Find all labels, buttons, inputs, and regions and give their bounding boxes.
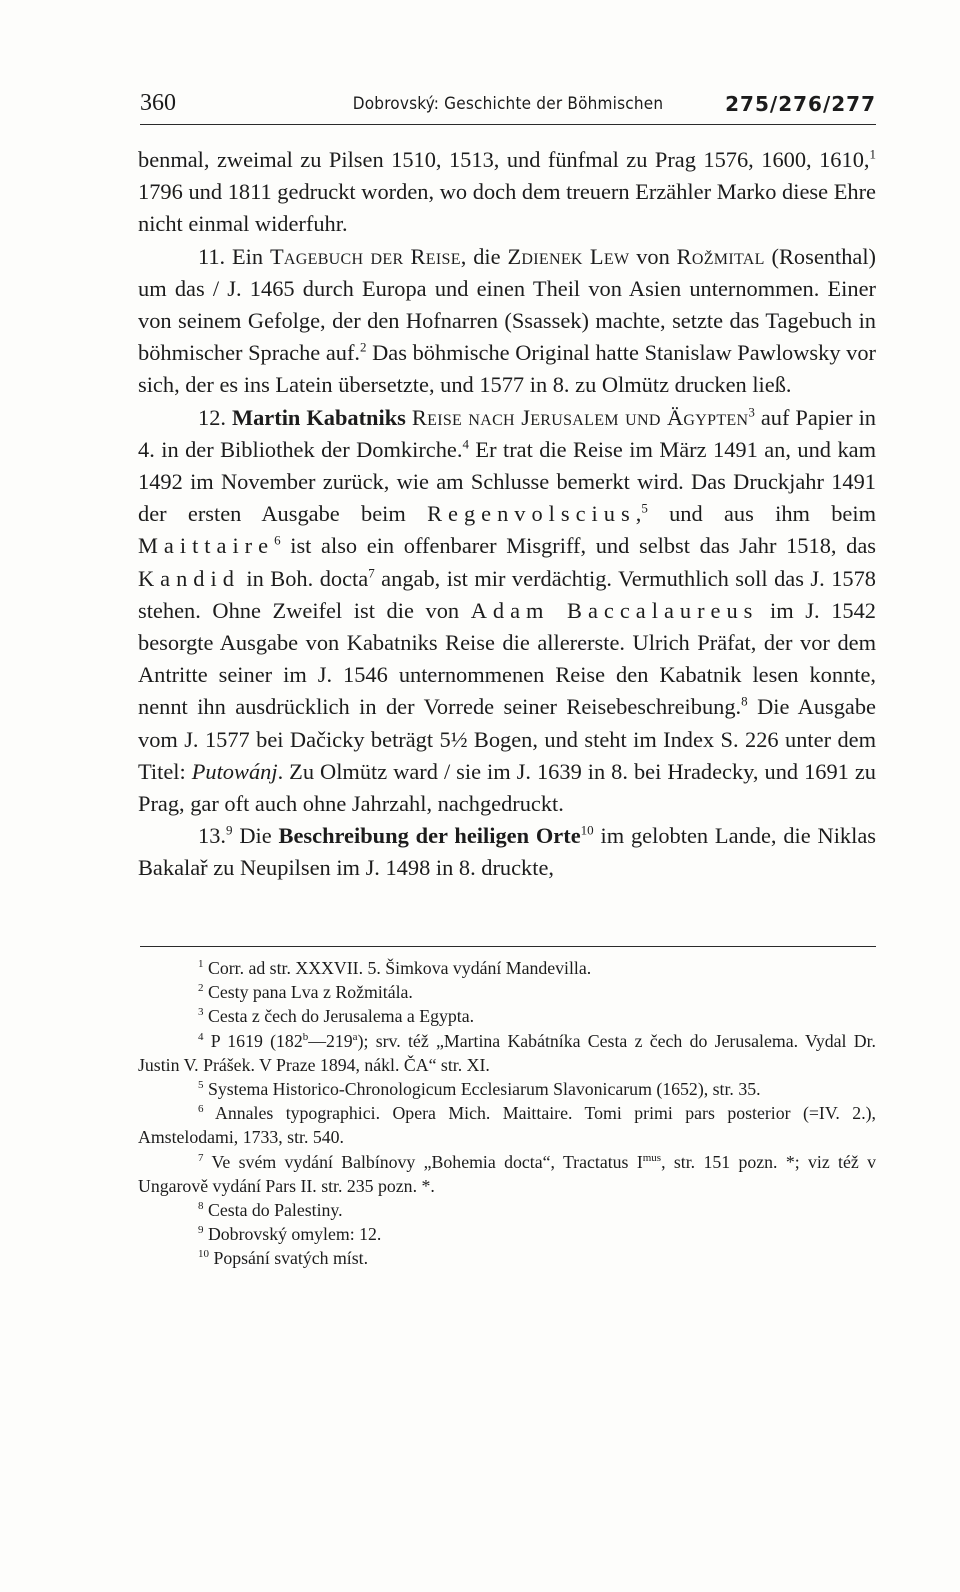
footnotes: [138, 956, 876, 1271]
footnote: $^9$ Dobrovský omylem: 12.: [198, 1224, 382, 1245]
footnote: $^4$ P 1619 (182$^b$—219$^a$); srv. též „Martina Kabátníka Cesta z čech do Jerusalema. Vydal Dr. Justin V. Prášek. V Praze 1894, nákl. ČA“ str. XI.: [138, 1030, 876, 1075]
footnote-ref: 9: [226, 822, 233, 838]
footnote: $^2$ Cesty pana Lva z Rožmitála.: [198, 982, 413, 1003]
footnote-ref: 3: [748, 404, 755, 420]
paragraph-11: 11. Ein Tagebuch der Reise, die Zdienek Lew von Rožmital (Rosenthal) um das / J. 1465 durch Europa und einen Theil von Asien unternommen. Einer von seinem Gefolge, der den Hofnarren (Ssassek) machte, setzte das Tagebuch in böhmischer Sprache auf.$^2$ Das böhmische Original hatte Stanislaw Pawlowsky vor sich, der es ins Latein übersetzte, und 1577 in 8. zu Olmütz drucken ließ.: [138, 243, 876, 398]
footnote: $^5$ Systema Historico-Chronologicum Ecclesiarum Slavonicarum (1652), str. 35.: [198, 1079, 761, 1100]
main-text: [138, 144, 876, 885]
paragraph-12: 12. Martin Kabatniks Reise nach Jerusalem und Ägypten$^3$ auf Papier in 4. in der Bibliothek der Domkirche.$^4$ Er trat die Reise im März 1491 an, und kam 1492 im November zurück, wie am Schlusse bemerkt wird. Das Druckjahr 1491 der ersten Ausgabe beim Regenvolscius,$^5$ und aus ihm beim Maittaire$^6$ ist also ein offenbarer Misgriff, und selbst das Jahr 1518, das Kandid in Boh. docta$^7$ angab, ist mir verdächtig. Vermuthlich soll das J. 1578 stehen. Ohne Zweifel ist die von Adam Baccalaureus im J. 1542 besorgte Ausgabe von Kabatniks Reise die allererste. Ulrich Präfat, der vor dem Antritte seiner im J. 1546 unternommenen Reise den Kabatnik lesen konnte, nennt ihn ausdrücklich in der Vorrede seiner Reisebeschreibung.$^8$ Die Ausgabe vom J. 1577 bei Dačicky beträgt 5½ Bogen, und steht im Index S. 226 unter dem Titel: Putowánj. Zu Olmütz ward / sie im J. 1639 in 8. bei Hradecky, und 1691 zu Prag, gar oft auch ohne Jahrzahl, nachgedruckt.: [138, 404, 876, 817]
footnote-ref: 10: [580, 822, 594, 838]
footnote-ref: 6: [274, 532, 281, 548]
footnote-ref: 8: [741, 693, 748, 709]
footnote: $^{10}$ Popsání svatých míst.: [198, 1248, 369, 1269]
section-numbers: 275/276/277: [725, 92, 876, 116]
running-header: [140, 90, 876, 122]
footnote: $^3$ Cesta z čech do Jerusalema a Egypta.: [198, 1006, 475, 1027]
footnote: $^7$ Ve svém vydání Balbínovy „Bohemia docta“, Tractatus $I^{mus}$, str. 151 pozn. *; viz též v Ungarově vydání Pars II. str. 235 pozn. *.: [138, 1151, 877, 1196]
footnote: $^1$ Corr. ad str. XXXVII. 5. Šimkova vydání Mandevilla.: [198, 958, 592, 978]
footnote-ref: 2: [360, 339, 367, 355]
page-number: 360: [140, 90, 176, 116]
footnote: $^8$ Cesta do Palestiny.: [198, 1200, 343, 1221]
footnote-rule: [140, 946, 876, 947]
paragraph-13: 13.$^9$ Die Beschreibung der heiligen Orte$^{10}$ im gelobten Lande, die Niklas Bakalař zu Neupilsen im J. 1498 in 8. druckte,: [138, 822, 876, 881]
footnote-ref: 4: [462, 436, 469, 452]
footnote: $^6$ Annales typographici. Opera Mich. Maittaire. Tomi primi pars posterior (=IV. 2.), Amstelodami, 1733, str. 540.: [138, 1103, 877, 1148]
footnote-ref: 7: [368, 565, 375, 581]
paragraph-continued: benmal, zweimal zu Pilsen 1510, 1513, und fünfmal zu Prag 1576, 1600, 1610,$^1$ 1796 und 1811 gedruckt worden, wo doch dem treuern Erzähler Marko diese Ehre nicht einmal widerfuhr.: [138, 146, 876, 237]
footnote-ref: 5: [641, 500, 648, 516]
running-title: Dobrovský: Geschichte der Böhmischen: [352, 94, 664, 114]
header-rule: [140, 124, 876, 125]
footnote-ref: 1: [869, 146, 876, 162]
